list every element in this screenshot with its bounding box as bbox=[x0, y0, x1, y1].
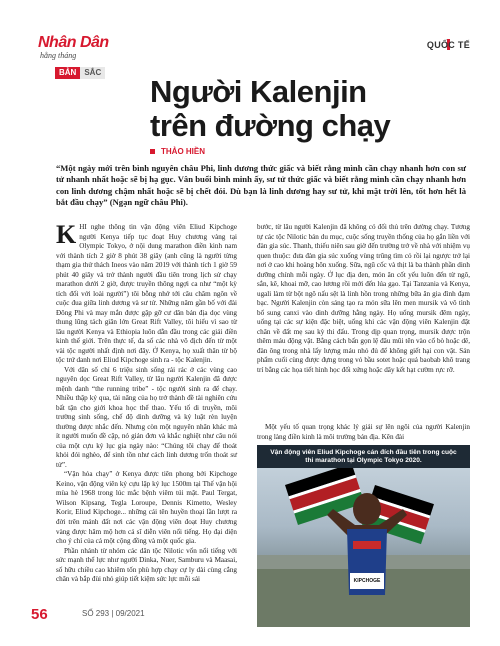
paragraph: Phần nhánh từ nhóm các dân tộc Nilotic vốn nổi tiếng với sức mạnh thể lực như người Dinka, Nuer, Samburu và Maasai, số hữu chiều cao khiêm tốn phù hợp chạy cự ly dài cùng cẳng chân và bắp đùi nhỏ giúp tiết kiệm sức lực mỗi sải bbox=[56, 546, 237, 584]
headline-line-2: trên đường chạy bbox=[150, 108, 391, 143]
drop-cap: K bbox=[56, 220, 77, 249]
byline-bullet-icon bbox=[150, 149, 155, 154]
category-tag-part1: BẢN bbox=[55, 67, 80, 79]
article-column-1 bbox=[56, 220, 237, 585]
category-tag-part2: SẮC bbox=[80, 67, 105, 79]
category-tag bbox=[55, 67, 105, 79]
bib-label: KIPCHOGE bbox=[353, 578, 381, 584]
author-name: THẢO HIỀN bbox=[161, 147, 205, 156]
lead-paragraph: “Một ngày mới trên bình nguyên châu Phi, linh dương thức giấc và biết rằng mình cần chạy nhanh hơn con sư tử nhanh nhất hoặc sẽ bị hạ gục. Vân buổi bình minh ấy, sư tử thức giấc và biết rằng mình cần chạy nhanh hơn con linh dương chậm nhất hoặc sẽ bị chết đói. Dù bạn là linh dương hay sư tử, khi mặt trời lên, tốt hơn hết là bắt đầu chạy” (Ngạn ngữ châu Phi). bbox=[56, 163, 466, 207]
byline bbox=[150, 147, 205, 156]
headline-line-1: Người Kalenjin bbox=[150, 74, 367, 109]
issue-info: SỐ 293 | 09/2021 bbox=[82, 609, 145, 618]
article-column-2-continued bbox=[257, 423, 470, 442]
photo-caption: Vận động viên Eliud Kipchoge cán đích đầu tiên trong cuộc thi marathon tại Olympic Tokyo 2020. bbox=[257, 445, 470, 468]
page-number: 56 bbox=[31, 606, 48, 623]
masthead-title: Nhân Dân bbox=[38, 34, 109, 51]
paragraph: Một yếu tố quan trọng khác lý giải sự lên ngôi của người Kalenjin trong làng điền kinh là môi trường bản địa. Kên đài bbox=[257, 423, 470, 441]
paragraph: “Vận hỏa chạy” ở Kenya được tiên phong bởi Kipchoge Keino, vận động viên kỷ cựu lập kỷ lục 1500m tại Thế vận hội mùa hè 1968 trong lúc mắc bệnh viêm túi mật. Paul Tergat, Wilson Kipsang, Tegla Loroupe, Dennis Kimetto, Wesley Korir, Eliud Kipchoge... những cái tên huyền thoại lần lượt ra đời trên mảnh đất nơi các vận động viên đoạt Huy chương vàng được hâm mộ hơn cả sĩ diễn viên nổi tiếng. Họ đại diện cho ý chí của cả một cộng đồng và một quốc gia. bbox=[56, 470, 237, 546]
paragraph: Với dân số chỉ 6 triệu sinh sống rải rác ở các vùng cao nguyên dọc Great Rift Valley, từ lâu người Kalenjin đã được mệnh danh “the running tribe” - tộc người sinh ra để chạy. Nhiều thập kỷ qua, tài năng của họ trở thành đề tài nghiên cứu bất tận cho giới khoa học thể thao. Yếu tố di truyền, môi trường sinh sống, chế độ dinh dưỡng và kỷ luật rèn luyện thường được nhắc đến. Nhưng còn một nguyên nhân khác mà ít người muốn đề cập, nó giản đơn và khắc nghiệt như câu nói của một cựu kỷ lục gia ngày nào: “Chúng tôi chạy để thoát khỏi đói nghèo, để sinh tồn như cách linh dương trốn thoát sư tử”. bbox=[56, 365, 237, 469]
paragraph: bước, từ lâu người Kalenjin đã không có đối thủ trên đường chạy. Tương tự các tộc Nilotic bản du mục, cuộc sống truyền thống của họ gắn liền với đàn gia súc. Thanh, thiếu niên sau giờ đến trường trở về nhà với nhiệm vụ quen thuộc: đưa đàn gia súc xuống vùng trũng tìm cỏ rồi lại ngược trở lại nơi ở cao khi hoàng hôn xuống. Sữa, ngũ cốc và thịt là ba thành phần dinh dưỡng chính mỗi ngày. Ở lục địa đen, món ăn cốt yếu luôn đến từ ngô, sắn, kê, khoai mỡ, cao lương rồi mới đến lúa gạo. Tại Tanzania và Kenya, ugali làm từ bột ngô nấu sệt là linh hồn trong những bữa ăn gia đình đạm bạc. Người Kalenjin còn sáng tạo ra món sữa lên men mursik và vô tình bổ sung canxi vào dinh dưỡng hằng ngày. Họ uống mursik đêm ngày, uống tại các sự kiện đặc biệt, uống khi các vận động viên Kalenjin đặt chân về đất mẹ sau kỳ thi đấu. Trong dịp quan trọng, mursik được trộn thêm máu động vật. Bằng cách bấn gọn lệ đâu mũi tên vào cổ bò hoặc dê, đàn ông trong nhà lấy lượng máu nhỏ đủ để không giết hại con vật. Sản phẩm cuối cùng được đựng trong vỏ bầu sotet hoặc quả baobab khô trang trí bằng các họa tiết hình học đối xứng hoặc dây kết hạt cườm rực rỡ. bbox=[257, 223, 470, 374]
paragraph: KHI nghe thông tin vận động viên Eliud Kipchoge người Kenya tiếp tục đoạt Huy chương vàng tại Olympic Tokyo, ở nội dung marathon điền kinh nam với thành tích 2 giờ 8 phút 38 giây (anh cũng là người từng thạm gia thử thách Ineos vào năm 2019 với thành tích 1 giờ 59 phút 40 giây và trở thành người đầu tiên trong lịch sử chạy marathon dưới 2 giờ, được truyền thông ngợi ca như “một kỳ tích đối với loài người”) tôi bỗng nhớ tới câu chăm ngôn về cuộc đua giữa linh dương và sư tử. Những năm gần bố với đài Đông Phi và may mắn được gặp gỡ cư dân bản địa dọc vùng thung lũng tách giãn lớn Great Rift Valley, tôi hiểu vì sao từ lâu người Kenya và Ethiopia luôn dẫn đầu trong các giải điền kinh thế giới. Trên thực tế, đa số các nhà vô địch đến từ một vài tộc người nhất định nơi đây. Ở Kenya, họ xuất thân từ bộ tộc trứ danh nơi Eliud Kipchoge sinh ra - tộc Kalenjin. bbox=[56, 220, 237, 365]
article-headline bbox=[150, 75, 390, 143]
article-column-2 bbox=[257, 223, 470, 375]
masthead-subtitle: hằng tháng bbox=[40, 51, 77, 60]
section-label: QUỐC TẾ bbox=[426, 40, 470, 50]
masthead-logo bbox=[38, 34, 109, 62]
article-photo bbox=[257, 445, 470, 627]
runner-illustration bbox=[257, 445, 470, 627]
